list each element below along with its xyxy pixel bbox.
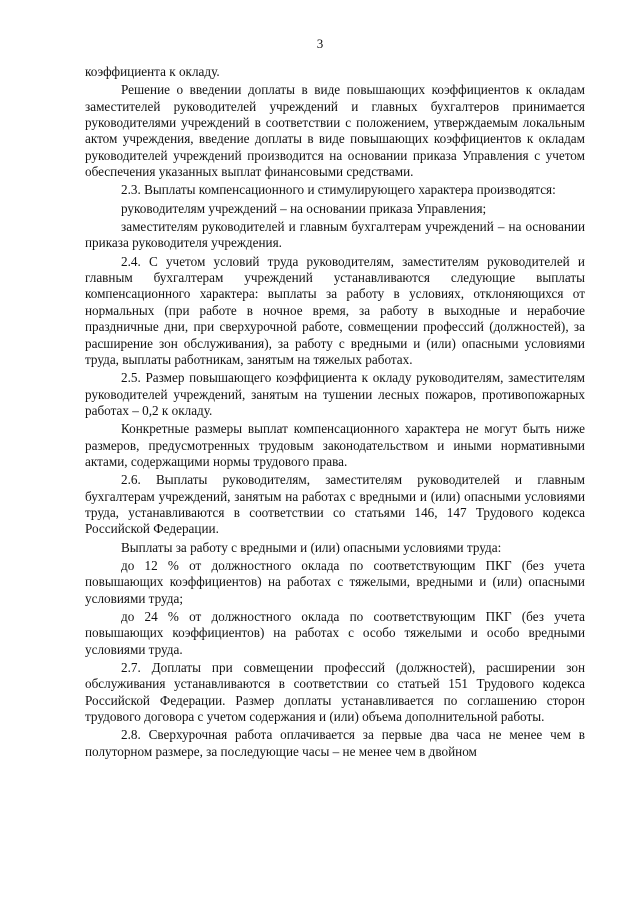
- paragraph: 2.4. С учетом условий труда руководителям, заместителям руководителей и главным бухгалтерам учреждений устанавливаются следующие выплаты компенсационного характера: выплаты за работу в условиях, отклоняющихся от нормальных (при работе в ночное время, за работу в выходные и нерабочие праздничные дни, при сверхурочной работе, совмещении профессий (должностей), за расширение зон обслуживания), за работу с вредными и (или) опасными условиями труда, выплаты работникам, занятым на тяжелых работах.: [85, 253, 585, 367]
- paragraph: Конкретные размеры выплат компенсационного характера не могут быть ниже размеров, предусмотренных трудовым законодательством и иными нормативными актами, содержащими нормы трудового права.: [85, 421, 585, 469]
- paragraph: 2.7. Доплаты при совмещении профессий (должностей), расширении зон обслуживания устанавливаются в соответствии со статьей 151 Трудового кодекса Российской Федерации. Размер доплаты устанавливается по соглашению сторон трудового договора с учетом содержания и (или) объема дополнительной работы.: [85, 660, 585, 725]
- paragraph: 2.8. Сверхурочная работа оплачивается за первые два часа не менее чем в полуторном размере, за последующие часы – не менее чем в двойном: [85, 727, 585, 759]
- document-body: [85, 64, 585, 760]
- paragraph: 2.5. Размер повышающего коэффициента к окладу руководителям, заместителям руководителей учреждений, занятым на тушении лесных пожаров, противопожарных работах – 0,2 к окладу.: [85, 370, 585, 418]
- paragraph: руководителям учреждений – на основании приказа Управления;: [121, 200, 487, 216]
- paragraph: коэффициента к окладу.: [85, 64, 220, 79]
- paragraph: заместителям руководителей и главным бухгалтерам учреждений – на основании приказа руководителя учреждения.: [85, 219, 585, 251]
- paragraph: до 24 % от должностного оклада по соответствующим ПКГ (без учета повышающих коэффициентов) на работах с особо тяжелыми и особо вредными условиями труда.: [85, 609, 585, 657]
- paragraph: Решение о введении доплаты в виде повышающих коэффициентов к окладам заместителей руководителей учреждений и главных бухгалтеров принимается руководителями учреждений в соответствии с положением, утверждаемым локальным актом учреждения, введение доплаты в виде повышающих коэффициентов к окладам руководителей учреждений производится на основании приказа Управления с учетом обеспечения указанных выплат финансовыми средствами.: [85, 82, 585, 180]
- paragraph: Выплаты за работу с вредными и (или) опасными условиями труда:: [121, 539, 502, 555]
- page-number: 3: [316, 36, 324, 51]
- paragraph: 2.6. Выплаты руководителям, заместителям руководителей и главным бухгалтерам учреждений, занятым на работах с вредными и (или) опасными условиями труда, устанавливаются в соответствии со статьями 146, 147 Трудового кодекса Российской Федерации.: [85, 472, 585, 537]
- paragraph: до 12 % от должностного оклада по соответствующим ПКГ (без учета повышающих коэффициентов) на работах с тяжелыми, вредными и (или) опасными условиями труда;: [85, 557, 585, 606]
- paragraph: 2.3. Выплаты компенсационного и стимулирующего характера производятся:: [121, 182, 556, 198]
